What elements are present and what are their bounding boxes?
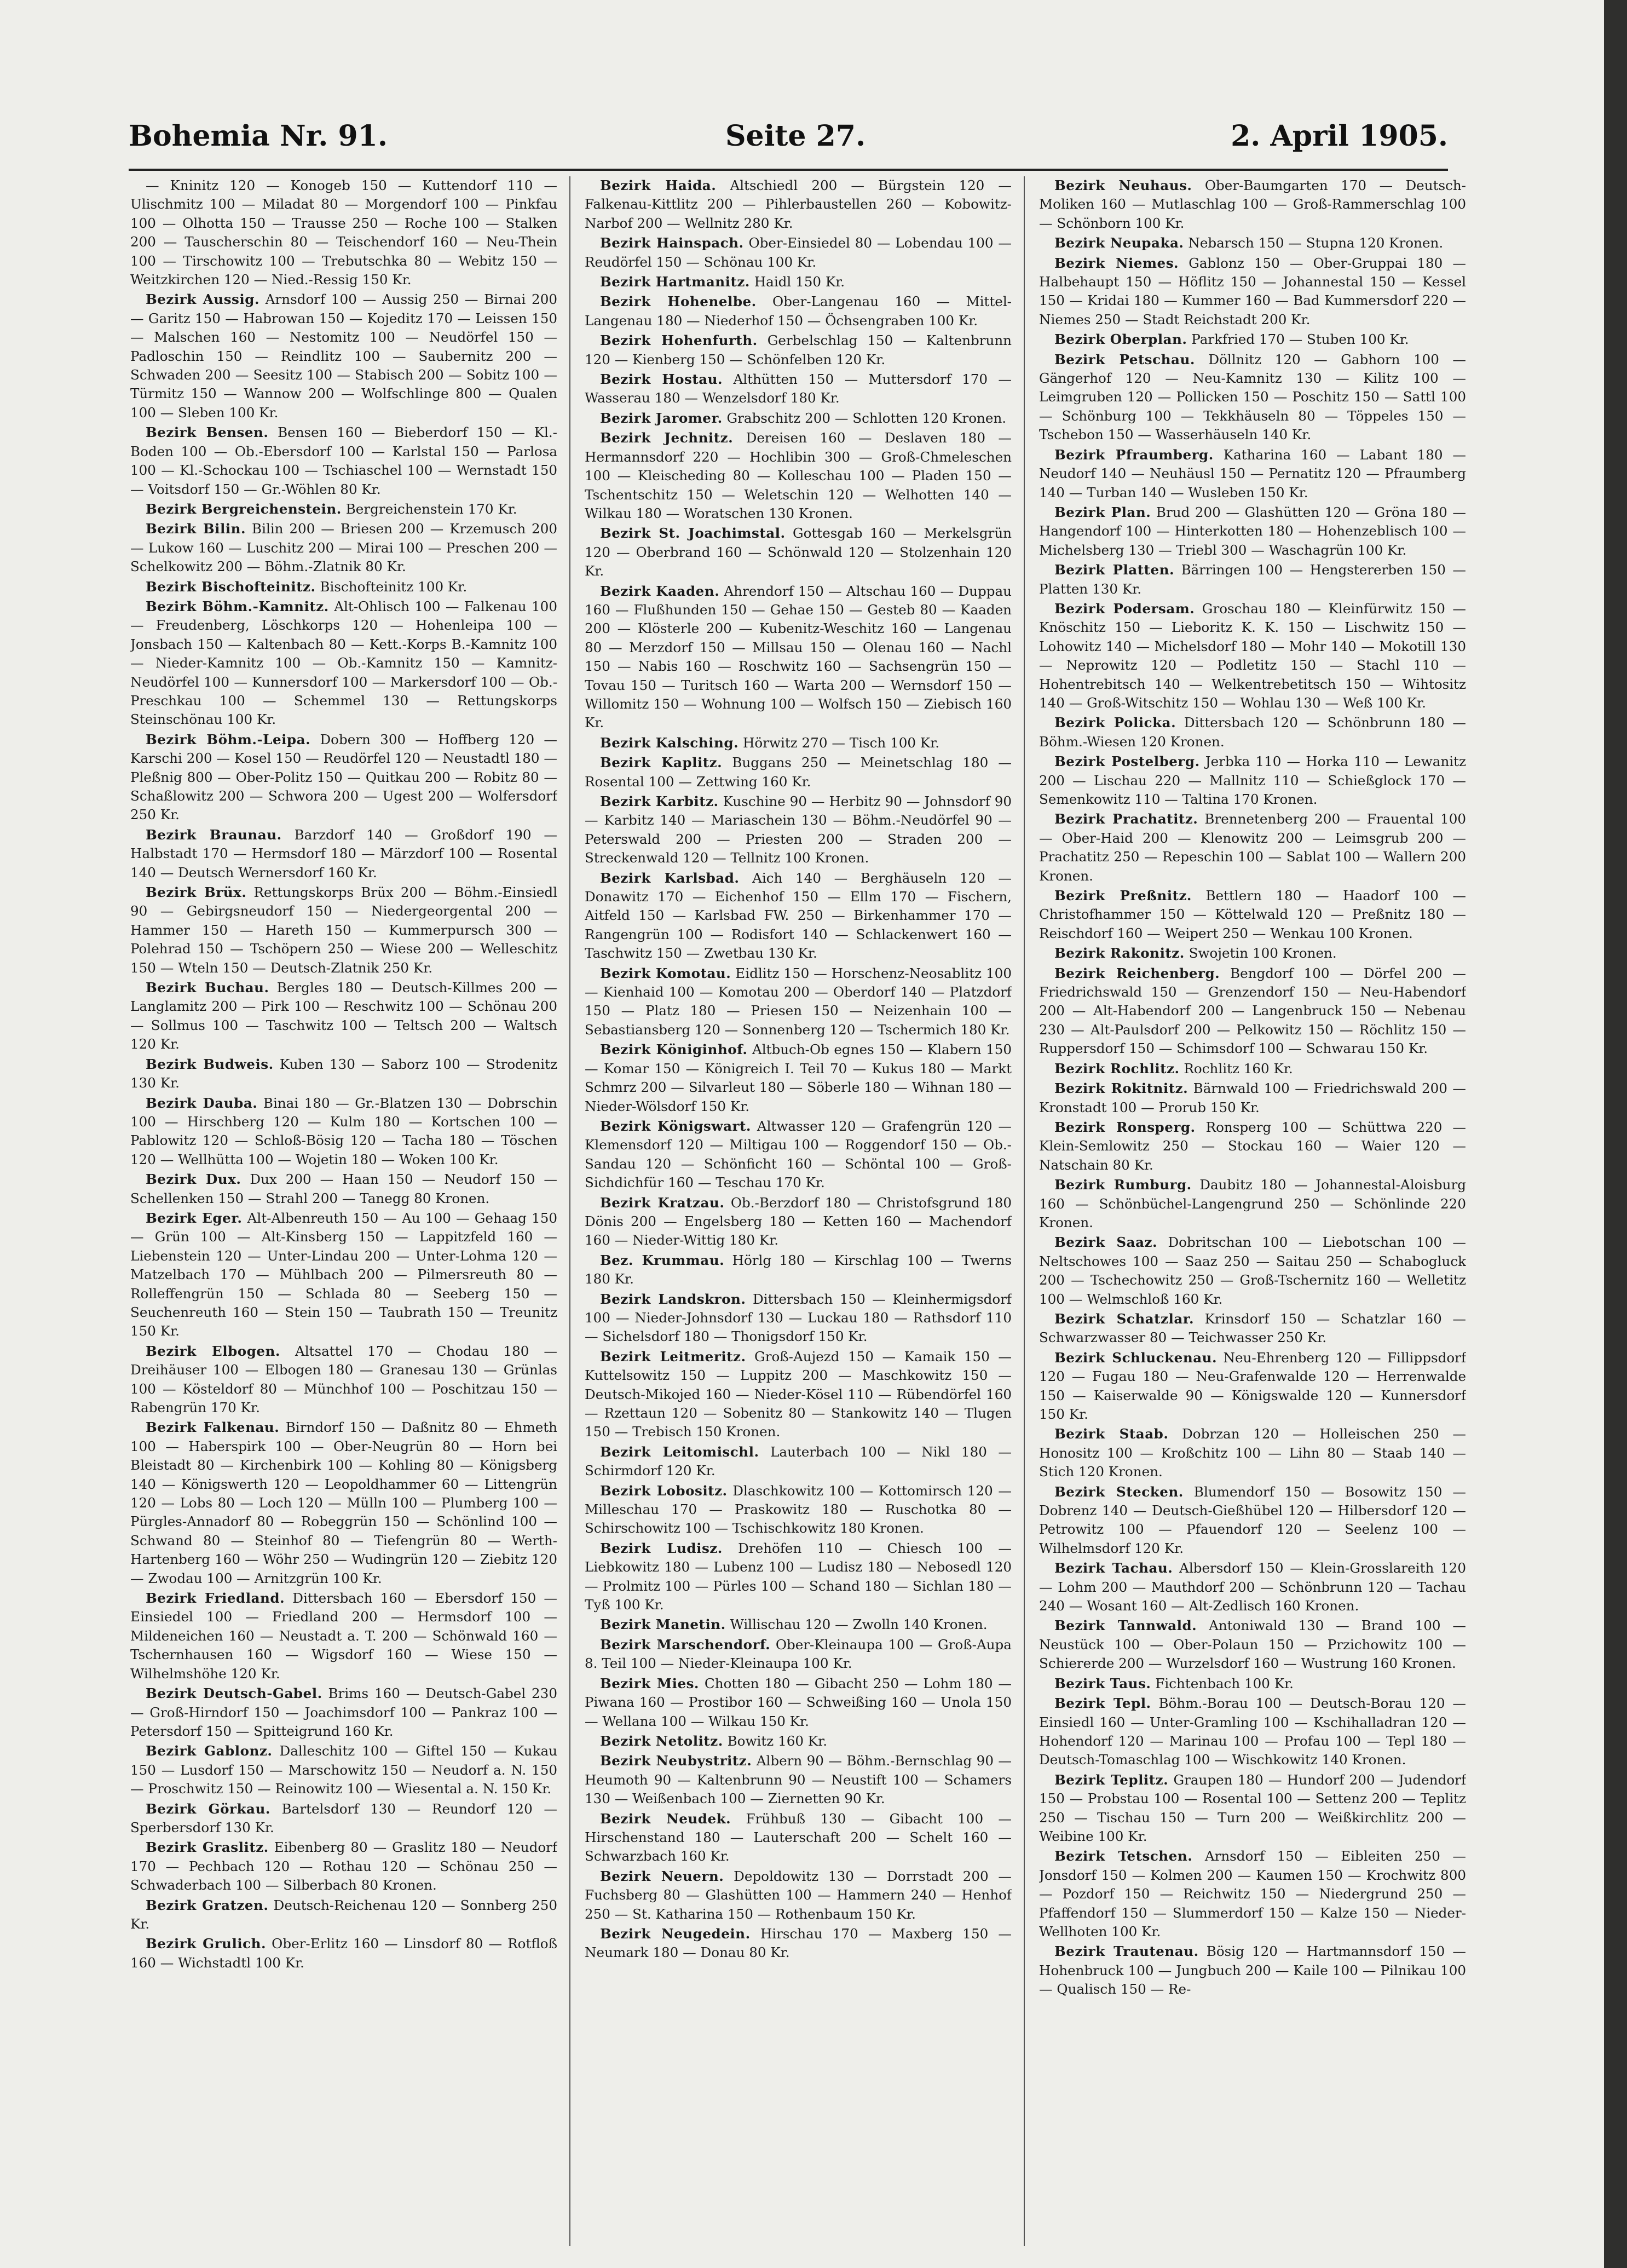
district-name: Bezirk Podersam. bbox=[1054, 600, 1195, 617]
district-name: Bezirk Tachau. bbox=[1054, 1560, 1173, 1576]
district-name: Bezirk Hainspach. bbox=[600, 235, 744, 251]
district-name: Bezirk Schluckenau. bbox=[1054, 1349, 1218, 1366]
district-name: Bezirk Leitomischl. bbox=[600, 1443, 759, 1460]
donation-list: Althütten 150 — Muttersdorf 170 — Wasserau 180 — Wenzelsdorf 180 Kr. bbox=[585, 371, 1012, 406]
district-name: Bezirk Deutsch-Gabel. bbox=[146, 1685, 322, 1702]
district-name: Bezirk Postelberg. bbox=[1054, 753, 1200, 770]
district-entry bbox=[1039, 1674, 1466, 1693]
donation-list: Grabschitz 200 — Schlotten 120 Kronen. bbox=[726, 410, 1007, 426]
district-entry bbox=[1039, 350, 1466, 445]
donation-list: Graupen 180 — Hundorf 200 — Judendorf 150 — Probstau 100 — Rosental 100 — Settenz 200 — Teplitz 250 — Tischau 150 — Turn 200 — Weißkirchlitz 200 — Weibine 100 Kr. bbox=[1039, 1771, 1466, 1844]
district-entry bbox=[585, 869, 1012, 963]
donation-list: Brud 200 — Glashütten 120 — Gröna 180 — Hangendorf 100 — Hinterkotten 180 — Hohenzeblisch 100 — Michelsberg 130 — Triebl 300 — Waschagrün 100 Kr. bbox=[1039, 504, 1466, 558]
district-entry bbox=[1039, 1233, 1466, 1309]
district-name: Bezirk Hartmanitz. bbox=[600, 274, 750, 290]
district-name: Bezirk Böhm.-Kamnitz. bbox=[146, 598, 329, 614]
donation-list: Katharina 160 — Labant 180 — Neudorf 140 — Neuhäusl 150 — Pernatitz 120 — Pfraumberg 140 — Turban 140 — Wusleben 150 Kr. bbox=[1039, 446, 1466, 500]
donation-list: Alt-Ohlisch 100 — Falkenau 100 — Freudenberg, Löschkorps 120 — Hohenleipa 100 — Jonsbach 150 — Kaltenbach 80 — Kett.-Korps B.-Kamnitz 100 — Nieder-Kamnitz 100 — Ob.-Kamnitz 150 — Kamnitz-Neudörfel 100 — Kunnersdorf 100 — Markersdorf 100 — Ob.-Preschkau 100 — Schemmel 130 — Rettungskorps Steinschönau 100 Kr. bbox=[130, 598, 557, 728]
district-entry bbox=[585, 370, 1012, 408]
district-name: Bezirk Rakonitz. bbox=[1054, 945, 1185, 962]
donation-list: Döllnitz 120 — Gabhorn 100 — Gängerhof 120 — Neu-Kamnitz 130 — Kilitz 100 — Leimgruben 120 — Pollicken 150 — Poschitz 150 — Sattl 100 — Schönburg 100 — Tekkhäuseln 80 — Töppeles 150 — Tschebon 150 — Wasserhäuseln 140 Kr. bbox=[1039, 351, 1466, 443]
district-name: Bezirk Rochlitz. bbox=[1054, 1060, 1180, 1077]
donation-list: Birndorf 150 — Daßnitz 80 — Ehmeth 100 — Haberspirk 100 — Ober-Neugrün 80 — Horn bei Bleistadt 80 — Kirchenbirk 100 — Kohling 80 — Königsberg 140 — Königswerth 120 — Leopoldhammer 60 — Littengrün 120 — Lobs 80 — Loch 120 — Mülln 100 — Plumberg 100 — Pürgles-Annadorf 80 — Robeggrün 150 — Schönlind 100 — Schwand 80 — Steinhof 80 — Tiefengrün 80 — Werth-Hartenberg 160 — Wöhr 250 — Wudingrün 120 — Ziebitz 120 — Zwodau 100 — Arnitzgrün 100 Kr. bbox=[130, 1419, 557, 1586]
district-entry bbox=[130, 500, 557, 519]
donation-list: Rettungskorps Brüx 200 — Böhm.-Einsiedl 90 — Gebirgsneudorf 150 — Niedergeorgental 200 — Hammer 150 — Hareth 150 — Kummerpursch 300 — Polehrad 150 — Tschöpern 250 — Wiese 200 — Welleschitz 150 — Wteln 150 — Deutsch-Zlatnik 250 Kr. bbox=[130, 884, 557, 976]
donation-list: Groß-Aujezd 150 — Kamaik 150 — Kuttelsowitz 150 — Luppitz 200 — Maschkowitz 150 — Deutsch-Mikojed 160 — Nieder-Kösel 110 — Rübendörfel 160 — Rzettaun 120 — Sobenitz 80 — Stankowitz 140 — Tlugen 150 — Trebisch 150 Kronen. bbox=[585, 1348, 1012, 1440]
donation-list: Bettlern 180 — Haadorf 100 — Christofhammer 150 — Köttelwald 120 — Preßnitz 180 — Reischdorf 160 — Weipert 250 — Wenkau 100 Kronen. bbox=[1039, 888, 1466, 941]
district-name: Bezirk Marschendorf. bbox=[600, 1636, 771, 1653]
district-entry bbox=[130, 1742, 557, 1798]
district-name: Bez. Krummau. bbox=[600, 1252, 725, 1268]
district-entry bbox=[1039, 561, 1466, 598]
district-name: Bezirk Gablonz. bbox=[146, 1743, 273, 1759]
donation-list: Bensen 160 — Bieberdorf 150 — Kl.-Boden 100 — Ob.-Ebersdorf 100 — Karlstal 150 — Parlosa 100 — Kl.-Schockau 100 — Tschiaschel 100 — Wernstadt 150 — Voitsdorf 150 — Gr.-Wöhlen 80 Kr. bbox=[130, 424, 557, 497]
district-entry bbox=[1039, 234, 1466, 252]
district-name: Bezirk Komotau. bbox=[600, 965, 731, 981]
header-page-number: Seite 27. bbox=[725, 119, 866, 153]
district-name: Bezirk Landskron. bbox=[600, 1291, 746, 1307]
district-entry bbox=[130, 730, 557, 825]
donation-list: Altsattel 170 — Chodau 180 — Dreihäuser 100 — Elbogen 180 — Granesau 130 — Grünlas 100 — Kösteldorf 80 — Münchhof 100 — Poschitzau 150 — Rabengrün 170 Kr. bbox=[130, 1343, 557, 1415]
donation-list: — Kninitz 120 — Konogeb 150 — Kuttendorf 110 — Ulischmitz 100 — Miladat 80 — Morgendorf 100 — Pinkfau 100 — Olhotta 150 — Trausse 250 — Roche 100 — Stalken 200 — Tauscherschin 80 — Teischendorf 160 — Neu-Thein 100 — Tirschowitz 100 — Trebutschka 80 — Webitz 150 — Weitzkirchen 120 — Nied.-Ressig 150 Kr. bbox=[130, 177, 557, 288]
district-entry bbox=[1039, 1771, 1466, 1846]
district-name: Bezirk Plan. bbox=[1054, 504, 1151, 520]
district-entry bbox=[130, 1589, 557, 1683]
district-entry bbox=[130, 290, 557, 422]
district-name: Bezirk Mies. bbox=[600, 1675, 699, 1691]
donation-list: Albern 90 — Böhm.-Bernschlag 90 — Heumoth 90 — Kaltenbrunn 90 — Neustift 100 — Schamers 130 — Weißenbach 100 — Ziernetten 90 Kr. bbox=[585, 1753, 1012, 1807]
donation-list: Dereisen 160 — Deslaven 180 — Hermannsdorf 220 — Hochlibin 300 — Groß-Chmeleschen 100 — Kleischeding 80 — Kolleschau 100 — Pladen 150 — Tschentschitz 150 — Weletschin 120 — Welhotten 140 — Wilkau 180 — Woratschen 130 Kronen. bbox=[585, 430, 1012, 521]
district-name: Bezirk Königinhof. bbox=[600, 1041, 748, 1058]
district-entry bbox=[1039, 1694, 1466, 1770]
donation-list: Barzdorf 140 — Großdorf 190 — Halbstadt 170 — Hermsdorf 180 — Märzdorf 100 — Rosental 140 — Deutsch Wernersdorf 160 Kr. bbox=[130, 826, 557, 880]
district-entry bbox=[585, 273, 1012, 291]
district-entry bbox=[1039, 600, 1466, 712]
district-name: Bezirk Jaromer. bbox=[600, 410, 723, 426]
district-name: Bezirk Bischofteinitz. bbox=[146, 578, 316, 595]
district-name: Bezirk Brüx. bbox=[146, 884, 247, 901]
district-entry bbox=[585, 1482, 1012, 1538]
district-entry bbox=[130, 1800, 557, 1838]
district-name: Bezirk St. Joachimstal. bbox=[600, 525, 786, 542]
donation-list: Albersdorf 150 — Klein-Grosslareith 120 — Lohm 200 — Mauthdorf 200 — Schönbrunn 120 — Tachau 240 — Wosant 160 — Alt-Zedlisch 160 Kronen. bbox=[1039, 1560, 1466, 1614]
district-entry bbox=[585, 792, 1012, 868]
district-entry bbox=[130, 520, 557, 576]
district-name: Bezirk Neuhaus. bbox=[1054, 177, 1192, 193]
district-entry bbox=[585, 409, 1012, 428]
donation-list: Hörlg 180 — Kirschlag 100 — Twerns 180 Kr. bbox=[585, 1252, 1012, 1287]
donation-list: Parkfried 170 — Stuben 100 Kr. bbox=[1191, 331, 1409, 348]
district-name: Bezirk Kalsching. bbox=[600, 734, 739, 751]
district-name: Bezirk Manetin. bbox=[600, 1616, 726, 1633]
donation-list: Altschiedl 200 — Bürgstein 120 — Falkenau-Kittlitz 200 — Pihlerbaustellen 260 — Kobowitz-Narbof 200 — Wellnitz 280 Kr. bbox=[585, 177, 1012, 231]
district-name: Bezirk Petschau. bbox=[1054, 351, 1195, 367]
district-entry bbox=[585, 582, 1012, 733]
text-column-3 bbox=[1039, 176, 1466, 2246]
donation-list: Chotten 180 — Gibacht 250 — Lohm 180 — Piwana 160 — Prostibor 160 — Schweißing 160 — Unola 150 — Wellana 100 — Wilkau 150 Kr. bbox=[585, 1675, 1012, 1729]
district-name: Bezirk Teplitz. bbox=[1054, 1771, 1169, 1788]
donation-list: Bilin 200 — Briesen 200 — Krzemusch 200 — Lukow 160 — Luschitz 200 — Mirai 100 — Preschen 200 — Schelkowitz 200 — Böhm.-Zlatnik 80 Kr. bbox=[130, 521, 557, 575]
donation-list: Dobern 300 — Hoffberg 120 — Karschi 200 — Kosel 150 — Reudörfel 120 — Neustadtl 180 — Pleßnig 800 — Ober-Politz 150 — Quitkau 200 — Robitz 80 — Schaßlowitz 200 — Schwora 200 — Ugest 200 — Wolfersdorf 250 Kr. bbox=[130, 731, 557, 823]
district-entry bbox=[1039, 752, 1466, 809]
donation-list: Krinsdorf 150 — Schatzlar 160 — Schwarzwasser 80 — Teichwasser 250 Kr. bbox=[1039, 1310, 1466, 1346]
donation-list: Hirschau 170 — Maxberg 150 — Neumark 180 — Donau 80 Kr. bbox=[585, 1925, 1012, 1961]
district-name: Bezirk Buchau. bbox=[146, 980, 269, 996]
donation-list: Depoldowitz 130 — Dorrstadt 200 — Fuchsberg 80 — Glashütten 100 — Hammern 240 — Henhof 250 — St. Katharina 150 — Rothenbaum 150 Kr. bbox=[585, 1868, 1012, 1922]
district-name: Bezirk Tannwald. bbox=[1054, 1617, 1197, 1634]
district-entry bbox=[585, 429, 1012, 523]
donation-list: Eibenberg 80 — Graslitz 180 — Neudorf 170 — Pechbach 120 — Rothau 120 — Schönau 250 — Schwaderbach 100 — Silberbach 80 Kronen. bbox=[130, 1839, 557, 1893]
district-name: Bezirk Netolitz. bbox=[600, 1732, 723, 1749]
donation-list: Bösig 120 — Hartmannsdorf 150 — Hohenbruck 100 — Jungbuch 200 — Kaile 100 — Pilnikau 100 — Qualisch 150 — Re- bbox=[1039, 1943, 1466, 1998]
district-name: Bezirk Leitmeritz. bbox=[600, 1348, 746, 1365]
district-name: Bezirk Bensen. bbox=[146, 424, 269, 441]
district-entry bbox=[585, 1925, 1012, 1962]
donation-list: Antoniwald 130 — Brand 100 — Neustück 100 — Ober-Polaun 150 — Przichowitz 100 — Schiererde 200 — Wurzelsdorf 160 — Wustrung 160 Kronen. bbox=[1039, 1617, 1466, 1672]
district-name: Bezirk Karbitz. bbox=[600, 793, 719, 809]
donation-list: Nebarsch 150 — Stupna 120 Kronen. bbox=[1188, 235, 1444, 251]
district-name: Bezirk Friedland. bbox=[146, 1590, 285, 1607]
district-entry bbox=[585, 292, 1012, 330]
district-name: Bezirk Neudek. bbox=[600, 1810, 731, 1827]
donation-list: Bergles 180 — Deutsch-Killmes 200 — Langlamitz 200 — Pirk 100 — Reschwitz 100 — Schönau 200 — Sollmus 100 — Taschwitz 100 — Teltsch 200 — Waltsch 120 Kr. bbox=[130, 980, 557, 1052]
donation-list: Alt-Albenreuth 150 — Au 100 — Gehaag 150 — Grün 100 — Alt-Kinsberg 150 — Lappitzfeld 160 — Liebenstein 120 — Unter-Lindau 200 — Unter-Lohma 120 — Matzelbach 170 — Mühlbach 200 — Pilmersreuth 80 — Rolleffengrün 150 — Schlada 80 — Seeberg 150 — Seuchenreuth 160 — Stein 150 — Taubrath 150 — Treunitz 150 Kr. bbox=[130, 1210, 557, 1339]
district-entry bbox=[130, 1055, 557, 1093]
donation-list: Böhm.-Borau 100 — Deutsch-Borau 120 — Einsiedl 160 — Unter-Gramling 100 — Kschihalladran 120 — Hohendorf 120 — Marinau 100 — Profau 100 — Tepl 180 — Deutsch-Tomaschlag 100 — Wischkowitz 140 Kronen. bbox=[1039, 1695, 1466, 1768]
donation-list: Neu-Ehrenberg 120 — Fillippsdorf 120 — Fugau 180 — Neu-Grafenwalde 120 — Herrenwalde 150 — Kaiserwalde 90 — Königswalde 120 — Kunnersdorf 150 Kr. bbox=[1039, 1349, 1466, 1422]
district-entry bbox=[130, 176, 557, 289]
district-entry bbox=[585, 1348, 1012, 1442]
district-name: Bezirk Tetschen. bbox=[1054, 1848, 1193, 1864]
district-name: Bezirk Hohenfurth. bbox=[600, 332, 758, 349]
donation-list: Altbuch-Ob egnes 150 — Klabern 150 — Komar 150 — Königreich I. Teil 70 — Kukus 180 — Markt Schmrz 200 — Silvarleut 180 — Söberle 180 — Wihnan 180 — Nieder-Wölsdorf 150 Kr. bbox=[585, 1041, 1012, 1114]
district-entry bbox=[1039, 1079, 1466, 1117]
district-entry bbox=[1039, 713, 1466, 751]
district-entry bbox=[585, 176, 1012, 233]
district-entry bbox=[1039, 1942, 1466, 1999]
district-name: Bezirk Stecken. bbox=[1054, 1483, 1184, 1500]
district-name: Bezirk Rokitnitz. bbox=[1054, 1080, 1188, 1097]
district-entry bbox=[585, 1194, 1012, 1250]
district-name: Bezirk Policka. bbox=[1054, 715, 1176, 731]
district-entry bbox=[585, 1732, 1012, 1751]
district-name: Bezirk Pfraumberg. bbox=[1054, 446, 1214, 463]
district-entry bbox=[585, 1615, 1012, 1634]
district-name: Bezirk Aussig. bbox=[146, 291, 259, 308]
donation-list: Bärnwald 100 — Friedrichswald 200 — Kronstadt 100 — Prorub 150 Kr. bbox=[1039, 1080, 1466, 1115]
district-name: Bezirk Dux. bbox=[146, 1171, 241, 1188]
district-entry bbox=[585, 964, 1012, 1040]
district-name: Bezirk Elbogen. bbox=[146, 1343, 280, 1359]
district-name: Bezirk Karlsbad. bbox=[600, 870, 740, 886]
donation-list: Kuschine 90 — Herbitz 90 — Johnsdorf 90 — Karbitz 140 — Mariaschein 130 — Böhm.-Neudörfel 90 — Peterswald 200 — Priesten 200 — Straden 200 — Streckenwald 120 — Tellnitz 100 Kronen. bbox=[585, 793, 1012, 866]
district-entry bbox=[1039, 1425, 1466, 1481]
donation-list: Aich 140 — Berghäuseln 120 — Donawitz 170 — Eichenhof 150 — Ellm 170 — Fischern, Aitfeld 150 — Karlsbad FW. 250 — Birkenhammer 170 — Rangengrün 100 — Rodisfort 140 — Schlackenwert 160 — Taschwitz 150 — Zwetbau 130 Kr. bbox=[585, 870, 1012, 962]
donation-list: Dobrzan 120 — Holleischen 250 — Honositz 100 — Kroßchitz 100 — Lihn 80 — Staab 140 — Stich 120 Kronen. bbox=[1039, 1426, 1466, 1480]
district-entry bbox=[130, 597, 557, 729]
district-entry bbox=[130, 423, 557, 499]
column-divider bbox=[569, 176, 570, 2246]
donation-list: Ob.-Berzdorf 180 — Christofsgrund 180 Dönis 200 — Engelsberg 180 — Ketten 160 — Machendorf 160 — Nieder-Wittig 180 Kr. bbox=[585, 1194, 1012, 1248]
district-name: Bezirk Gratzen. bbox=[146, 1897, 269, 1913]
district-entry bbox=[585, 1040, 1012, 1116]
district-entry bbox=[585, 1117, 1012, 1193]
page-header bbox=[129, 119, 1448, 163]
donation-list: Dittersbach 150 — Kleinhermigsdorf 100 — Nieder-Johnsdorf 130 — Luckau 180 — Rathsdorf 110 — Sichelsdorf 180 — Thonigsdorf 150 Kr. bbox=[585, 1291, 1012, 1345]
district-name: Bezirk Graslitz. bbox=[146, 1839, 269, 1856]
district-entry bbox=[130, 1342, 557, 1418]
district-name: Bezirk Taus. bbox=[1054, 1675, 1151, 1691]
header-date: 2. April 1905. bbox=[1231, 119, 1448, 153]
donation-list: Daubitz 180 — Johannestal-Aloisburg 160 — Schönbüchel-Langengrund 250 — Schönlinde 220 Kronen. bbox=[1039, 1177, 1466, 1230]
district-entry bbox=[130, 1896, 557, 1934]
district-name: Bezirk Rumburg. bbox=[1054, 1177, 1192, 1193]
district-entry bbox=[585, 1290, 1012, 1346]
donation-list: Bärringen 100 — Hengstererben 150 — Platten 130 Kr. bbox=[1039, 562, 1466, 597]
district-name: Bezirk Kaplitz. bbox=[600, 755, 723, 771]
donation-list: Deutsch-Reichenau 120 — Sonnberg 250 Kr. bbox=[130, 1897, 557, 1932]
donation-list: Buggans 250 — Meinetschlag 180 — Rosental 100 — Zettwing 160 Kr. bbox=[585, 755, 1012, 790]
donation-list: Brennetenberg 200 — Frauental 100 — Ober-Haid 200 — Klenowitz 200 — Leimsgrub 200 — Prachatitz 250 — Repeschin 100 — Sablat 100 — Wallern 200 Kronen. bbox=[1039, 811, 1466, 884]
district-entry bbox=[585, 1251, 1012, 1289]
district-name: Bezirk Schatzlar. bbox=[1054, 1310, 1195, 1327]
district-entry bbox=[585, 1867, 1012, 1924]
district-entry bbox=[585, 1443, 1012, 1481]
donation-list: Frühbuß 130 — Gibacht 100 — Hirschenstand 180 — Lauterschaft 200 — Schelt 160 — Schwarzbach 160 Kr. bbox=[585, 1810, 1012, 1864]
district-entry bbox=[585, 524, 1012, 580]
donation-list: Dlaschkowitz 100 — Kottomirsch 120 — Milleschau 170 — Praskowitz 180 — Ruschotka 80 — Schirschowitz 100 — Tschischkowitz 180 Kronen. bbox=[585, 1482, 1012, 1536]
district-entry bbox=[1039, 330, 1466, 349]
district-entry bbox=[585, 1636, 1012, 1673]
district-name: Bezirk Bilin. bbox=[146, 521, 246, 537]
district-name: Bezirk Reichenberg. bbox=[1054, 965, 1220, 981]
district-entry bbox=[1039, 1060, 1466, 1078]
district-name: Bezirk Haida. bbox=[600, 177, 717, 193]
district-name: Bezirk Ludisz. bbox=[600, 1540, 723, 1556]
district-name: Bezirk Trautenau. bbox=[1054, 1943, 1199, 1960]
donation-list: Willischau 120 — Zwolln 140 Kronen. bbox=[730, 1616, 988, 1633]
donation-list: Blumendorf 150 — Bosowitz 150 — Dobrenz 140 — Deutsch-Gießhübel 120 — Hilbersdorf 120 — Petrowitz 100 — Pfauendorf 120 — Seelenz 100 — Wilhelmsdorf 120 Kr. bbox=[1039, 1483, 1466, 1556]
column-divider bbox=[1024, 176, 1025, 2246]
district-entry bbox=[1039, 1847, 1466, 1941]
district-entry bbox=[1039, 1176, 1466, 1232]
donation-list: Binai 180 — Gr.-Blatzen 130 — Dobrschin 100 — Hirschberg 120 — Kulm 180 — Kortschen 100 — Pablowitz 120 — Schloß-Bösig 120 — Tacha 180 — Töschen 120 — Wellhütta 100 — Wojetin 180 — Woken 100 Kr. bbox=[130, 1095, 557, 1167]
district-name: Bezirk Neupaka. bbox=[1054, 235, 1184, 251]
donation-list: Ober-Einsiedel 80 — Lobendau 100 — Reudörfel 150 — Schönau 100 Kr. bbox=[585, 235, 1012, 270]
donation-list: Arnsdorf 100 — Aussig 250 — Birnai 200 — Garitz 150 — Habrowan 150 — Kojeditz 170 — Leissen 150 — Malschen 160 — Nestomitz 100 — Neudörfel 150 — Padloschin 150 — Reindlitz 100 — Saubernitz 200 — Schwaden 200 — Seesitz 100 — Stabisch 200 — Sobitz 100 — Türmitz 150 — Wannow 200 — Wolfschlinge 800 — Qualen 100 — Sleben 100 Kr. bbox=[130, 291, 557, 421]
donation-list: Kuben 130 — Saborz 100 — Strodenitz 130 Kr. bbox=[130, 1056, 557, 1091]
district-name: Bezirk Platten. bbox=[1054, 562, 1175, 578]
header-publication: Bohemia Nr. 91. bbox=[129, 119, 388, 153]
district-name: Bezirk Lobositz. bbox=[600, 1482, 728, 1499]
donation-list: Dux 200 — Haan 150 — Neudorf 150 — Schellenken 150 — Strahl 200 — Tanegg 80 Kronen. bbox=[130, 1171, 557, 1206]
district-name: Bezirk Königswart. bbox=[600, 1118, 751, 1134]
district-entry bbox=[130, 1170, 557, 1208]
district-entry bbox=[585, 734, 1012, 752]
donation-list: Bartelsdorf 130 — Reundorf 120 — Sperbersdorf 130 Kr. bbox=[130, 1800, 557, 1835]
district-entry bbox=[130, 978, 557, 1054]
district-name: Bezirk Neugedein. bbox=[600, 1925, 751, 1942]
district-entry bbox=[1039, 503, 1466, 560]
donation-list: Ahrendorf 150 — Altschau 160 — Duppau 160 — Flußhunden 150 — Gehae 150 — Gesteb 80 — Kaaden 200 — Klösterle 200 — Kubenitz-Weschitz 160 — Langenau 80 — Merzdorf 150 — Millsau 150 — Olenau 160 — Nachl 150 — Nabis 160 — Roschwitz 160 — Sachsengrün 150 — Tovau 150 — Turitsch 160 — Warta 200 — Wernsdorf 150 — Willomitz 150 — Wohnung 100 — Wolfsch 150 — Ziebisch 160 Kr. bbox=[585, 583, 1012, 731]
donation-list: Drehöfen 110 — Chiesch 100 — Liebkowitz 180 — Lubenz 100 — Ludisz 180 — Nebosedl 120 — Prolmitz 100 — Pürles 100 — Schand 180 — Sichlan 180 — Tyß 100 Kr. bbox=[585, 1540, 1012, 1613]
district-name: Bezirk Kaaden. bbox=[600, 583, 720, 599]
district-name: Bezirk Görkau. bbox=[146, 1800, 270, 1817]
donation-list: Bowitz 160 Kr. bbox=[727, 1732, 828, 1749]
district-entry bbox=[1039, 1616, 1466, 1673]
district-name: Bezirk Saaz. bbox=[1054, 1234, 1158, 1251]
donation-list: Ober-Kleinaupa 100 — Groß-Aupa 8. Teil 100 — Nieder-Kleinaupa 100 Kr. bbox=[585, 1636, 1012, 1672]
district-name: Bezirk Hohenelbe. bbox=[600, 293, 757, 310]
donation-list: Lauterbach 100 — Nikl 180 — Schirmdorf 120 Kr. bbox=[585, 1443, 1012, 1479]
header-rule bbox=[129, 169, 1448, 171]
district-name: Bezirk Staab. bbox=[1054, 1426, 1169, 1442]
district-entry bbox=[1039, 944, 1466, 963]
district-entry bbox=[585, 1810, 1012, 1866]
donation-list: Eidlitz 150 — Horschenz-Neosablitz 100 — Kienhaid 100 — Komotau 200 — Oberdorf 140 — Platzdorf 150 — Platz 180 — Priesen 150 — Neizenhain 100 — Sebastiansberg 120 — Sonnenberg 120 — Tschermich 180 Kr. bbox=[585, 965, 1012, 1038]
donation-list: Ronsperg 100 — Schüttwa 220 — Klein-Semlowitz 250 — Stockau 160 — Waier 120 — Natschain 80 Kr. bbox=[1039, 1119, 1466, 1173]
donation-list: Bergreichenstein 170 Kr. bbox=[345, 500, 517, 517]
district-entry bbox=[130, 883, 557, 977]
donation-list: Arnsdorf 150 — Eibleiten 250 — Jonsdorf 150 — Kolmen 200 — Kaumen 150 — Krochwitz 800 — Pozdorf 150 — Reichwitz 150 — Niedergrund 250 — Pfaffendorf 150 — Slummerdorf 150 — Kalze 150 — Nieder-Wellhoten 100 Kr. bbox=[1039, 1848, 1466, 1939]
donation-list: Groschau 180 — Kleinfürwitz 150 — Knöschitz 150 — Lieboritz K. K. 150 — Lischwitz 150 — Lohowitz 140 — Michelsdorf 180 — Mohr 140 — Mokotill 130 — Neprowitz 120 — Podletitz 150 — Stachl 110 — Hohentrebitsch 140 — Welkentrebetitsch 150 — Wihtositz 140 — Groß-Witschitz 150 — Wohlau 130 — Weß 100 Kr. bbox=[1039, 600, 1466, 711]
donation-list: Ober-Baumgarten 170 — Deutsch-Moliken 160 — Mutlaschlag 100 — Groß-Rammerschlag 100 — Schönborn 100 Kr. bbox=[1039, 177, 1466, 231]
district-entry bbox=[1039, 964, 1466, 1058]
donation-list: Brims 160 — Deutsch-Gabel 230 — Groß-Hirndorf 150 — Joachimsdorf 100 — Pankraz 100 — Petersdorf 150 — Spitteigrund 160 Kr. bbox=[130, 1685, 557, 1739]
district-entry bbox=[1039, 887, 1466, 943]
district-entry bbox=[1039, 810, 1466, 885]
district-entry bbox=[585, 753, 1012, 791]
district-entry bbox=[1039, 1559, 1466, 1615]
district-name: Bezirk Jechnitz. bbox=[600, 430, 734, 446]
district-entry bbox=[585, 331, 1012, 369]
donation-list: Gottesgab 160 — Merkelsgrün 120 — Oberbrand 160 — Schönwald 120 — Stolzenhain 120 Kr. bbox=[585, 525, 1012, 579]
district-name: Bezirk Oberplan. bbox=[1054, 331, 1187, 348]
district-name: Bezirk Eger. bbox=[146, 1210, 243, 1226]
donation-list: Gablonz 150 — Ober-Gruppai 180 — Halbehaupt 150 — Höflitz 150 — Johannestal 150 — Kessel 150 — Kridai 180 — Kummer 160 — Bad Kummersdorf 220 — Niemes 250 — Stadt Reichstadt 200 Kr. bbox=[1039, 255, 1466, 327]
district-entry bbox=[585, 1752, 1012, 1808]
donation-list: Haidl 150 Kr. bbox=[754, 274, 845, 290]
donation-list: Fichtenbach 100 Kr. bbox=[1155, 1675, 1294, 1691]
district-name: Bezirk Tepl. bbox=[1054, 1695, 1151, 1712]
donation-list: Rochlitz 160 Kr. bbox=[1184, 1060, 1293, 1077]
district-name: Bezirk Hostau. bbox=[600, 371, 723, 388]
district-name: Bezirk Budweis. bbox=[146, 1056, 274, 1072]
donation-list: Ober-Langenau 160 — Mittel-Langenau 180 — Niederhof 150 — Öchsengraben 100 Kr. bbox=[585, 293, 1012, 329]
district-entry bbox=[1039, 254, 1466, 330]
district-name: Bezirk Neubystritz. bbox=[600, 1753, 752, 1769]
district-name: Bezirk Preßnitz. bbox=[1054, 888, 1192, 904]
district-name: Bezirk Dauba. bbox=[146, 1095, 258, 1111]
district-entry bbox=[1039, 176, 1466, 233]
district-name: Bezirk Grulich. bbox=[146, 1936, 267, 1952]
donation-list: Bischofteinitz 100 Kr. bbox=[320, 578, 468, 595]
donation-list: Swojetin 100 Kronen. bbox=[1188, 945, 1337, 962]
donation-list: Altwasser 120 — Grafengrün 120 — Klemensdorf 120 — Miltigau 100 — Roggendorf 150 — Ob.-Sandau 120 — Schönficht 160 — Schöntal 100 — Groß-Sichdichfür 160 — Teschau 170 Kr. bbox=[585, 1118, 1012, 1191]
district-name: Bezirk Kratzau. bbox=[600, 1194, 725, 1211]
district-entry bbox=[130, 1935, 557, 1972]
district-name: Bezirk Falkenau. bbox=[146, 1419, 280, 1436]
text-column-1 bbox=[130, 176, 557, 2246]
district-entry bbox=[130, 1094, 557, 1170]
district-entry bbox=[130, 1209, 557, 1341]
district-entry bbox=[130, 1418, 557, 1588]
donation-list: Gerbelschlag 150 — Kaltenbrunn 120 — Kienberg 150 — Schönfelben 120 Kr. bbox=[585, 332, 1012, 367]
district-entry bbox=[1039, 1310, 1466, 1348]
donation-list: Dobritschan 100 — Liebotschan 100 — Neltschowes 100 — Saaz 250 — Saitau 250 — Schabogluck 200 — Tschechowitz 250 — Groß-Tschernitz 160 — Welletitz 100 — Welmschloß 160 Kr. bbox=[1039, 1234, 1466, 1307]
donation-list: Hörwitz 270 — Tisch 100 Kr. bbox=[742, 734, 940, 751]
district-entry bbox=[130, 578, 557, 596]
donation-list: Dalleschitz 100 — Giftel 150 — Kukau 150 — Lusdorf 150 — Marschowitz 150 — Neudorf a. N. 150 — Proschwitz 150 — Reinowitz 100 — Wiesental a. N. 150 Kr. bbox=[130, 1743, 557, 1797]
district-entry bbox=[585, 1539, 1012, 1615]
donation-list: Dittersbach 160 — Ebersdorf 150 — Einsiedel 100 — Friedland 200 — Hermsdorf 100 — Mildeneichen 160 — Neustadt a. T. 200 — Schönwald 160 — Tschernhausen 160 — Wigsdorf 160 — Wiese 150 — Wilhelmshöhe 120 Kr. bbox=[130, 1590, 557, 1682]
district-entry bbox=[585, 234, 1012, 272]
district-name: Bezirk Bergreichenstein. bbox=[146, 500, 342, 517]
donation-list: Ober-Erlitz 160 — Linsdorf 80 — Rotfloß 160 — Wichstadtl 100 Kr. bbox=[130, 1936, 557, 1971]
district-entry bbox=[1039, 446, 1466, 502]
text-column-2 bbox=[585, 176, 1012, 2246]
district-entry bbox=[585, 1674, 1012, 1731]
page-edge bbox=[1604, 0, 1627, 2268]
district-entry bbox=[1039, 1118, 1466, 1175]
district-name: Bezirk Braunau. bbox=[146, 826, 282, 843]
district-entry bbox=[130, 1684, 557, 1741]
donation-list: Bengdorf 100 — Dörfel 200 — Friedrichswald 150 — Grenzendorf 150 — Neu-Habendorf 200 — Alt-Habendorf 200 — Langenbruck 150 — Nebenau 230 — Alt-Paulsdorf 200 — Pelkowitz 150 — Röchlitz 150 — Ruppersdorf 150 — Schimsdorf 100 — Schwarau 150 Kr. bbox=[1039, 965, 1466, 1057]
district-entry bbox=[1039, 1483, 1466, 1558]
district-name: Bezirk Ronsperg. bbox=[1054, 1119, 1196, 1135]
donation-list: Jerbka 110 — Horka 110 — Lewanitz 200 — Lischau 220 — Mallnitz 110 — Schießglock 170 — Semenkowitz 110 — Taltina 170 Kronen. bbox=[1039, 753, 1466, 807]
district-entry bbox=[130, 1838, 557, 1895]
district-name: Bezirk Neuern. bbox=[600, 1868, 724, 1884]
district-name: Bezirk Böhm.-Leipa. bbox=[146, 731, 311, 747]
district-entry bbox=[130, 826, 557, 882]
district-name: Bezirk Niemes. bbox=[1054, 255, 1179, 271]
district-name: Bezirk Prachatitz. bbox=[1054, 811, 1198, 827]
donation-list: Dittersbach 120 — Schönbrunn 180 — Böhm.-Wiesen 120 Kronen. bbox=[1039, 715, 1466, 750]
district-entry bbox=[1039, 1349, 1466, 1424]
